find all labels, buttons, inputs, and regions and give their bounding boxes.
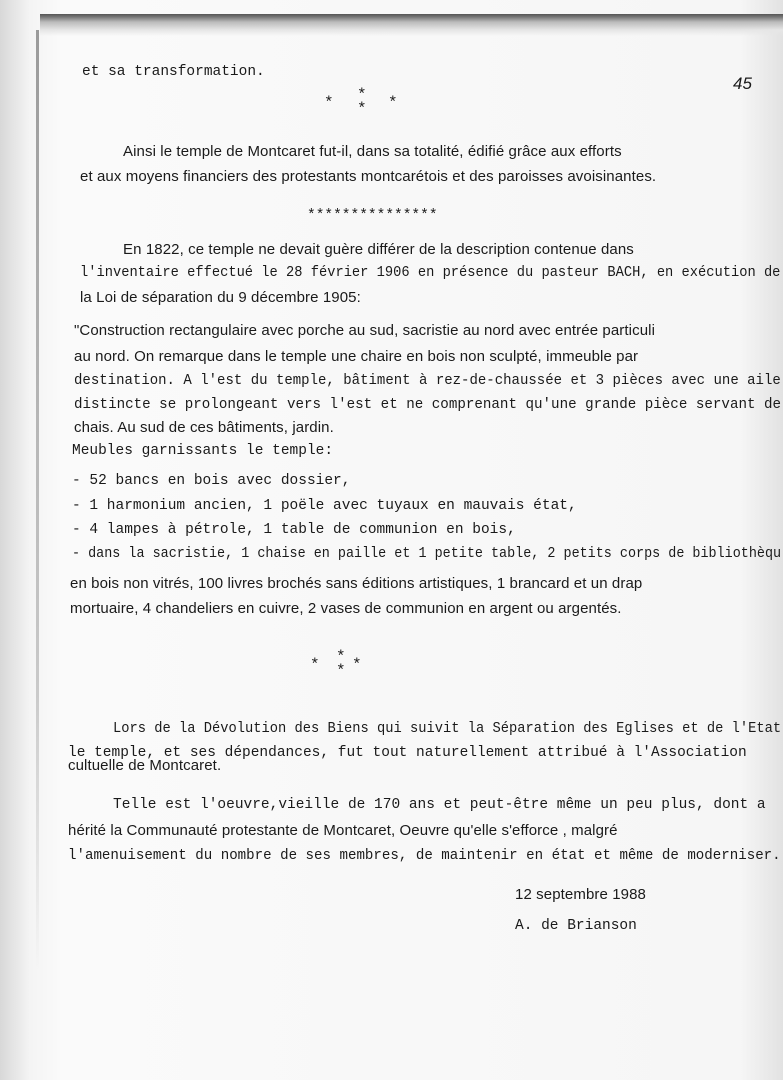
text-line: "Construction rectangulaire avec porche au sud, sacristie au nord avec entrée particuli	[74, 322, 655, 339]
text-line: Ainsi le temple de Montcaret fut-il, dans sa totalité, édifié grâce aux efforts	[123, 143, 622, 160]
text-line: au nord. On remarque dans le temple une chaire en bois non sculpté, immeuble par	[74, 348, 639, 365]
text-line: distincte se prolongeant vers l'est et ne comprenant qu'une grande pièce servant de	[74, 397, 782, 413]
text-line: hérité la Communauté protestante de Montcaret, Oeuvre qu'elle s'efforce , malgré	[68, 822, 618, 839]
separator-stars: ***************	[307, 208, 438, 224]
list-item: - dans la sacristie, 1 chaise en paille et 1 petite table, 2 petits corps de bibliothèqu	[72, 546, 782, 562]
text-line: Meubles garnissants le temple:	[72, 443, 334, 459]
text-line: et aux moyens financiers des protestants montcarétois et des paroisses avoisinantes.	[80, 168, 657, 185]
text-line: la Loi de séparation du 9 décembre 1905:	[80, 289, 361, 306]
text-line: cultuelle de Montcaret.	[68, 757, 222, 774]
author-signature: A. de Brianson	[515, 918, 637, 934]
list-item: - 4 lampes à pétrole, 1 table de communion en bois,	[72, 522, 516, 538]
text-line: l'amenuisement du nombre de ses membres, de maintenir en état et même de moderniser.	[68, 848, 781, 864]
text-line: et sa transformation.	[82, 64, 265, 80]
scan-left-edge	[36, 30, 39, 970]
text-line: mortuaire, 4 chandeliers en cuivre, 2 vases de communion en argent ou argentés.	[70, 600, 622, 617]
list-item: - 1 harmonium ancien, 1 poële avec tuyaux en mauvais état,	[72, 498, 577, 514]
text-line: En 1822, ce temple ne devait guère différer de la description contenue dans	[123, 241, 634, 258]
text-line: en bois non vitrés, 100 livres brochés sans éditions artistiques, 1 brancard et un drap	[70, 575, 643, 592]
text-line: Telle est l'oeuvre,vieille de 170 ans et peut-être même un peu plus, dont a	[113, 797, 766, 813]
date-line: 12 septembre 1988	[515, 886, 646, 903]
scan-top-edge	[40, 14, 783, 36]
list-item: - 52 bancs en bois avec dossier,	[72, 473, 351, 489]
text-line: destination. A l'est du temple, bâtiment à rez-de-chaussée et 3 pièces avec une aile	[74, 373, 781, 389]
text-line: Lors de la Dévolution des Biens qui suivit la Séparation des Eglises et de l'Etat	[113, 721, 782, 737]
text-line: chais. Au sud de ces bâtiments, jardin.	[74, 419, 334, 436]
page-number: 45	[733, 74, 752, 93]
text-line: le temple, et ses dépendances, fut tout naturellement attribué à l'Association	[68, 745, 747, 761]
text-line: l'inventaire effectué le 28 février 1906 en présence du pasteur BACH, en exécution de	[80, 265, 781, 281]
